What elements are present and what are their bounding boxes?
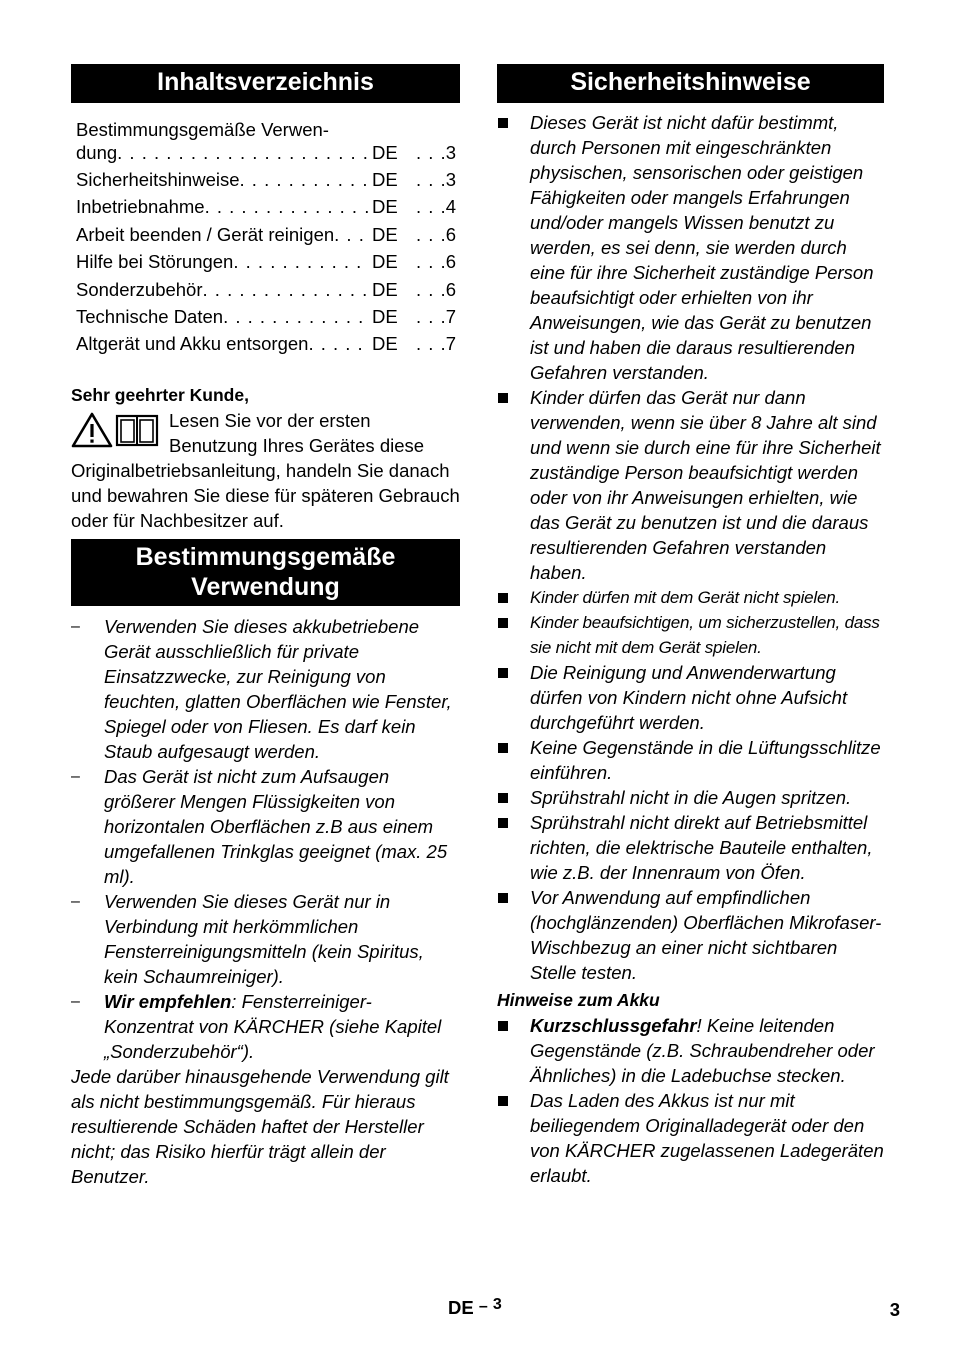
toc-entry-page: 3 (445, 142, 456, 163)
square-bullet (498, 118, 508, 128)
list-item (71, 889, 460, 989)
toc-entry-title: Hilfe bei Störungen (76, 251, 234, 273)
list-item-text: Kinder dürfen mit dem Gerät nicht spielen. (530, 588, 841, 607)
toc-entry-lang: DE (372, 251, 398, 273)
use-heading (71, 539, 460, 606)
toc-entry[interactable] (76, 221, 456, 248)
safety-heading: Sicherheitshinweise (497, 64, 884, 103)
toc-leader (233, 248, 370, 275)
safety-list (497, 110, 884, 985)
battery-list (497, 1013, 884, 1188)
toc-leader (223, 303, 370, 330)
toc-leader (203, 276, 370, 303)
toc-entry-page: 6 (445, 278, 456, 300)
toc-entry-dots: . . . (416, 169, 447, 190)
intro-text: Lesen Sie vor der ersten Benutzung Ihres Gerätes diese Originalbetriebsanleitung, handeln Sie danach und bewahren Sie diese für späteren Gebrauch oder für Nachbesitzer auf. (71, 409, 460, 531)
list-item (497, 810, 884, 885)
square-bullet (498, 893, 508, 903)
toc-leader (240, 166, 370, 193)
toc-entry-dots: . . . (416, 278, 447, 300)
list-item (71, 614, 460, 764)
list-item (497, 785, 884, 810)
toc-heading: Inhaltsverzeichnis (71, 64, 460, 103)
list-item-text: Vor Anwendung auf empfindlichen (hochglänzenden) Oberflächen Mikrofaser-Wischbezug an einer nicht sichtbaren Stelle testen. (530, 887, 882, 983)
toc-entry-page: 3 (445, 169, 456, 190)
toc-entry-lang: DE (372, 223, 398, 245)
square-bullet (498, 593, 508, 603)
list-item (497, 885, 884, 985)
dash-bullet: – (71, 617, 80, 635)
list-item (497, 1088, 884, 1188)
table-of-contents (76, 120, 456, 358)
toc-entry[interactable] (76, 193, 456, 220)
toc-entry-lang: DE (372, 333, 398, 355)
list-item (497, 610, 884, 660)
list-item (71, 989, 460, 1064)
toc-entry-title: Bestimmungsgemäße Verwen- (76, 119, 329, 140)
list-item (497, 585, 884, 610)
list-item-text: Sprühstrahl nicht direkt auf Betriebsmittel richten, die elektrische Bauteile enthalten, wie z.B. der Innenraum von Öfen. (530, 812, 873, 883)
footer-dash: – (478, 1298, 488, 1315)
page-number: 3 (889, 1299, 900, 1320)
square-bullet (498, 618, 508, 628)
square-bullet (498, 668, 508, 678)
list-item-text: Dieses Gerät ist nicht dafür bestimmt, durch Personen mit eingeschränkten physischen, sensorischen oder geistigen Fähigkeiten oder mangels Erfahrungen und/oder mangels Wissen benutzt zu werden, es sei denn, sie werden durch eine für ihre Sicherheit zuständige Person beaufsichtigt oder erhielten von ihr Anweisungen, wie das Gerät zu benutzen ist und haben die daraus resultierenden Gefahren verstanden. (530, 112, 874, 383)
footer-sub-page: 3 (492, 1296, 502, 1313)
toc-entry-dots: . . . (416, 223, 447, 245)
toc-leader (308, 330, 370, 357)
intro-paragraph (71, 408, 460, 533)
toc-entry[interactable] (76, 330, 456, 357)
toc-entry-dots: . . . (416, 333, 447, 355)
toc-entry-lang: DE (372, 142, 398, 163)
toc-entry-page: 6 (445, 223, 456, 245)
toc-entry[interactable] (76, 303, 456, 330)
closing-paragraph: Jede darüber hinausgehende Verwendung gilt als nicht bestimmungsgemäß. Für hieraus resultierende Schäden haftet der Hersteller nicht; das Risiko hierfür trägt allein der Benutzer. (71, 1065, 449, 1187)
toc-entry-dots: . . . (416, 305, 447, 327)
toc-entry-title: Technische Daten (76, 305, 224, 327)
toc-entry-title-cont: dung (76, 142, 118, 163)
list-item-text: ! Keine leitenden Gegenstände (z.B. Schraubendreher oder Ähnliches) in die Ladebuchse stecken. (530, 1015, 875, 1086)
use-heading-line1: Bestimmungsgemäße (135, 542, 396, 571)
toc-entry-title: Sonderzubehör (76, 278, 203, 300)
list-item (497, 385, 884, 585)
greeting: Sehr geehrter Kunde, (71, 384, 249, 405)
list-item (497, 735, 884, 785)
battery-heading: Hinweise zum Akku (497, 990, 660, 1010)
toc-entry-lang: DE (372, 278, 398, 300)
square-bullet (498, 1096, 508, 1106)
list-item (497, 660, 884, 735)
dash-bullet: – (71, 892, 80, 910)
list-item-text: Kinder dürfen das Gerät nur dann verwenden, wenn sie über 8 Jahre alt sind und wenn sie durch eine für ihre Sicherheit zuständige Person beaufsichtigt werden oder von ihr Anweisungen erhielten, wie das Gerät zu benutzen ist und die daraus resultierenden Gefahren verstanden haben. (530, 387, 881, 583)
toc-entry-dots: . . . (416, 142, 447, 163)
toc-entry-page: 7 (445, 333, 456, 355)
list-item (497, 1013, 884, 1088)
use-heading-line2: Verwendung (191, 572, 340, 601)
square-bullet (498, 393, 508, 403)
toc-leader (117, 139, 370, 166)
square-bullet (498, 1021, 508, 1031)
warning-and-manual-icon (71, 411, 163, 449)
recommend-bold: Wir empfehlen (104, 990, 232, 1012)
toc-entry-title: Arbeit beenden / Gerät reinigen (76, 223, 335, 245)
footer-lang: DE (448, 1297, 474, 1318)
list-item (71, 764, 460, 889)
footer-section-label (448, 1297, 502, 1319)
toc-entry[interactable] (76, 166, 456, 193)
toc-entry-lang: DE (372, 169, 398, 190)
list-item-text: Kinder beaufsichtigen, um sicherzustellen, dass sie nicht mit dem Gerät spielen. (530, 613, 880, 657)
toc-entry[interactable] (76, 248, 456, 275)
toc-entry-dots: . . . (416, 196, 447, 218)
toc-entry-lang: DE (372, 196, 398, 218)
toc-entry-page: 4 (445, 196, 456, 218)
square-bullet (498, 743, 508, 753)
toc-entry-page: 7 (445, 305, 456, 327)
toc-entry-title: Sicherheitshinweise (76, 169, 240, 190)
toc-entry-dots: . . . (416, 251, 447, 273)
left-column (71, 64, 460, 1189)
list-item-text: Das Gerät ist nicht zum Aufsaugen größerer Mengen Flüssigkeiten von horizontalen Oberflächen z.B aus einem umgefallenen Trinkglas geeignet (max. 25 ml). (104, 765, 448, 887)
toc-leader (205, 193, 370, 220)
toc-entry-lang: DE (372, 305, 398, 327)
right-column (497, 64, 884, 1188)
dash-bullet: – (71, 767, 80, 785)
list-item-text: Verwenden Sie dieses akkubetriebene Gerät ausschließlich für private Einsatzzwecke, zur Reinigung von feuchten, glatten Oberflächen wie Fenster, Spiegel oder von Fliesen. Es darf kein Staub aufgesaugt werden. (104, 615, 452, 762)
battery-warning-bold: Kurzschlussgefahr (530, 1015, 697, 1036)
recommend-text: : Fensterreiniger-Konzentrat von KÄRCHER (siehe Kapitel „Sonderzubehör“). (104, 990, 442, 1062)
toc-entry-title: Altgerät und Akku entsorgen (76, 333, 309, 355)
use-list (71, 614, 460, 1064)
toc-leader (334, 221, 370, 248)
square-bullet (498, 793, 508, 803)
list-item-text: Verwenden Sie dieses Gerät nur in Verbindung mit herkömmlichen Fensterreinigungsmitteln (kein Spiritus, kein Schaumreiniger). (104, 890, 424, 987)
toc-entry-page: 6 (445, 251, 456, 273)
list-item (497, 110, 884, 385)
list-item-text: Die Reinigung und Anwenderwartung dürfen von Kindern nicht ohne Aufsicht durchgeführt werden. (530, 662, 848, 733)
list-item-text: Das Laden des Akkus ist nur mit beiliegendem Originalladegerät oder den von KÄRCHER zugelassenen Ladegeräten erlaubt. (530, 1090, 884, 1186)
toc-entry[interactable] (76, 276, 456, 303)
list-item-text: Sprühstrahl nicht in die Augen spritzen. (530, 787, 852, 808)
dash-bullet: – (71, 992, 80, 1010)
toc-entry-title: Inbetriebnahme (76, 196, 205, 218)
square-bullet (498, 818, 508, 828)
toc-entry[interactable] (76, 120, 456, 166)
list-item-text: Keine Gegenstände in die Lüftungsschlitze einführen. (530, 737, 881, 783)
